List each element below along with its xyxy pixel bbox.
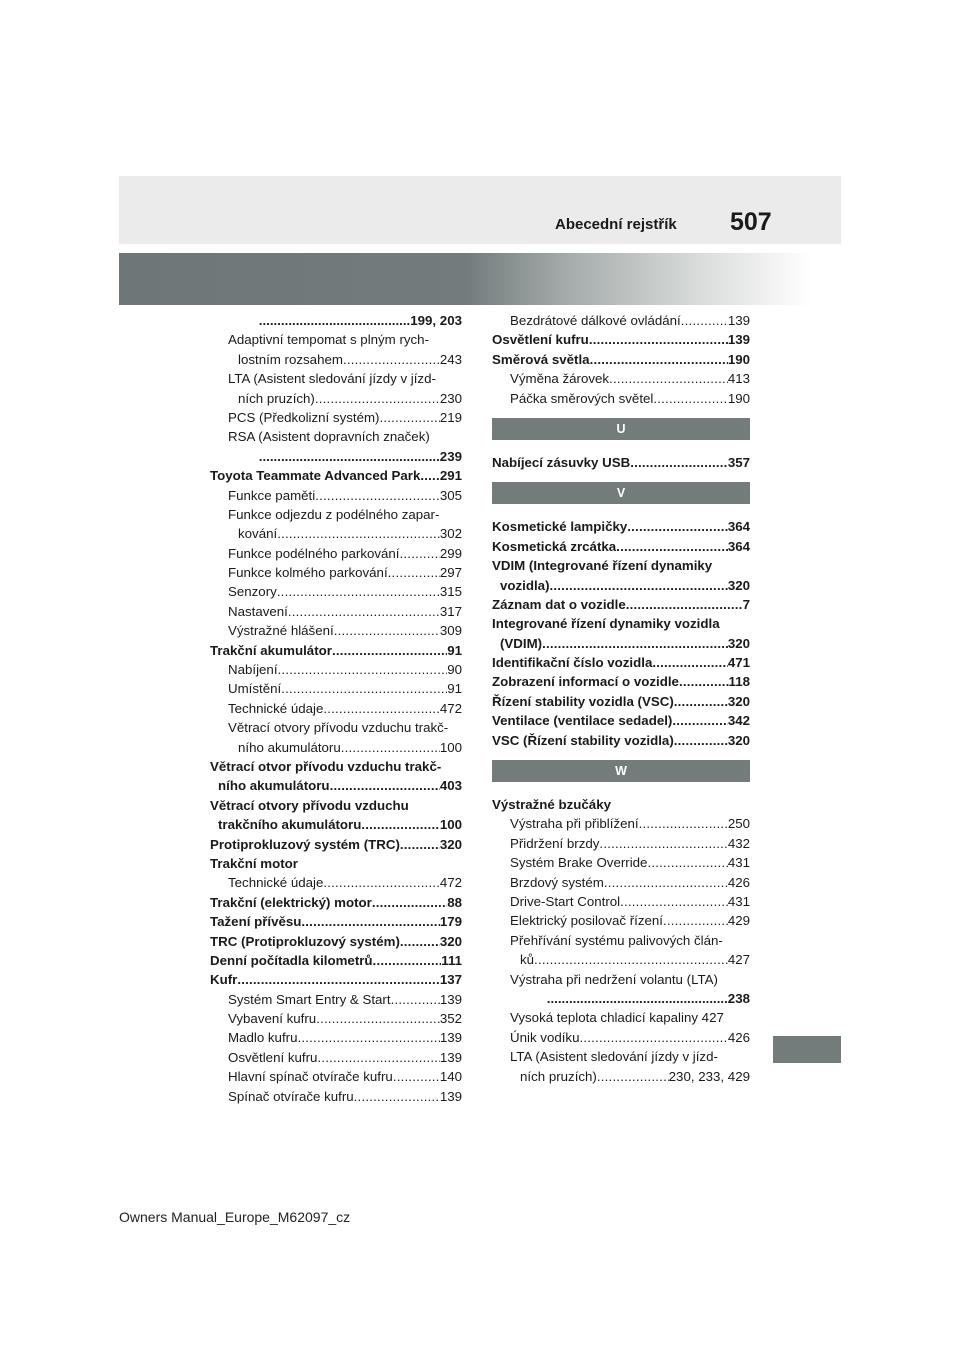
index-entry bbox=[210, 738, 462, 757]
dot-leader bbox=[388, 563, 440, 582]
index-entry bbox=[210, 350, 462, 369]
index-entry-page: 299 bbox=[439, 545, 462, 561]
index-entry-term: Adaptivní tempomat s plným rych- bbox=[228, 332, 430, 348]
dot-leader bbox=[301, 912, 439, 931]
index-entry bbox=[210, 951, 462, 970]
index-entry bbox=[492, 653, 750, 672]
index-entry-term: Bezdrátové dálkové ovládání bbox=[510, 313, 681, 328]
index-entry-term: Větrací otvory přívodu vzduchu bbox=[210, 797, 409, 813]
index-entry-page: 320 bbox=[727, 577, 750, 593]
dot-leader bbox=[391, 990, 440, 1009]
dot-leader bbox=[315, 486, 440, 505]
index-entry bbox=[210, 544, 462, 563]
index-entry-term: Trakční akumulátor bbox=[210, 642, 332, 658]
index-entry bbox=[492, 989, 750, 1008]
dot-leader bbox=[341, 738, 440, 757]
index-entry bbox=[492, 614, 750, 633]
index-entry-term: Výstražné hlášení bbox=[228, 623, 334, 639]
index-entry-term: Integrované řízení dynamiky vozidla bbox=[492, 616, 720, 632]
dot-leader bbox=[653, 389, 727, 408]
index-entry bbox=[210, 311, 462, 330]
index-entry-page: 320 bbox=[727, 635, 750, 651]
dot-leader bbox=[354, 1087, 440, 1106]
index-entry bbox=[210, 389, 462, 408]
index-entry-page: 139 bbox=[727, 313, 750, 328]
index-entry bbox=[210, 835, 462, 854]
index-entry-page: 471 bbox=[727, 655, 750, 671]
dot-leader bbox=[323, 873, 439, 892]
index-entry bbox=[210, 1048, 462, 1067]
index-entry bbox=[492, 389, 750, 408]
index-entry-term: ků bbox=[520, 952, 535, 968]
index-entry-page: 427 bbox=[727, 952, 750, 968]
dot-leader bbox=[361, 815, 439, 834]
index-entry-term: Únik vodíku bbox=[510, 1029, 580, 1045]
index-entry-term: Přehřívání systému palivových člán- bbox=[510, 932, 723, 948]
index-entry-term: Přidržení brzdy bbox=[510, 835, 600, 851]
index-entry bbox=[492, 873, 750, 892]
index-entry-term: Funkce odjezdu z podélného zapar- bbox=[228, 506, 440, 522]
index-entry bbox=[210, 718, 462, 737]
index-entry-page: 426 bbox=[727, 874, 750, 890]
index-entry-term: Technické údaje bbox=[228, 875, 324, 891]
index-entry bbox=[210, 582, 462, 601]
index-entry bbox=[210, 893, 462, 912]
dot-leader bbox=[597, 1067, 669, 1086]
dot-leader bbox=[277, 524, 440, 543]
dot-leader bbox=[616, 537, 728, 556]
index-entry bbox=[210, 699, 462, 718]
dot-leader bbox=[599, 834, 727, 853]
dot-leader bbox=[639, 814, 728, 833]
index-entry-term: lostním rozsahem bbox=[238, 351, 343, 367]
dot-leader bbox=[674, 692, 728, 711]
index-entry bbox=[210, 524, 462, 543]
dot-leader bbox=[330, 776, 440, 795]
index-entry-term: Denní počítadla kilometrů bbox=[210, 952, 373, 968]
index-entry-page: 431 bbox=[727, 893, 750, 909]
index-entry bbox=[492, 970, 750, 989]
index-entry-page: 320 bbox=[439, 836, 462, 852]
index-entry-term: Nastavení bbox=[228, 603, 288, 619]
index-entry-page: 403 bbox=[439, 778, 462, 794]
dot-leader bbox=[630, 453, 728, 472]
index-entry bbox=[492, 892, 750, 911]
index-entry bbox=[210, 369, 462, 388]
dot-leader bbox=[420, 466, 439, 485]
index-entry bbox=[492, 731, 750, 750]
index-entry-page: 230, 233, 429 bbox=[668, 1068, 750, 1084]
index-entry-page: 111 bbox=[441, 952, 462, 968]
index-entry-page: 190 bbox=[727, 390, 750, 406]
index-entry-page: 91 bbox=[447, 642, 462, 658]
index-entry-page: 250 bbox=[727, 816, 750, 832]
index-entry-term: Ventilace (ventilace sedadel) bbox=[492, 713, 673, 729]
index-entry bbox=[210, 505, 462, 524]
index-entry-term: Větrací otvory přívodu vzduchu trakč- bbox=[228, 720, 449, 736]
index-entry bbox=[492, 576, 750, 595]
index-entry-term: Směrová světla bbox=[492, 351, 590, 367]
index-entry-term: Hlavní spínač otvírače kufru bbox=[228, 1069, 393, 1085]
dot-leader bbox=[317, 1048, 439, 1067]
index-entry bbox=[210, 912, 462, 931]
index-entry-term: Trakční motor bbox=[210, 855, 298, 871]
index-entry-term: Systém Smart Entry & Start bbox=[228, 991, 391, 1007]
index-entry bbox=[492, 556, 750, 575]
index-entry-page: 413 bbox=[727, 371, 750, 387]
dot-leader bbox=[589, 330, 728, 349]
index-entry-page: 357 bbox=[727, 454, 750, 470]
index-entry-term: Řízení stability vozidla (VSC) bbox=[492, 693, 674, 709]
index-entry-term: Senzory bbox=[228, 584, 277, 600]
dot-leader bbox=[663, 911, 728, 930]
index-entry-page: 88 bbox=[447, 894, 462, 910]
dot-leader bbox=[316, 1009, 440, 1028]
dot-leader bbox=[343, 350, 440, 369]
index-entry-page: 190 bbox=[727, 351, 750, 367]
index-entry-term: Identifikační číslo vozidla bbox=[492, 655, 653, 671]
index-entry-term: Umístění bbox=[228, 681, 282, 697]
index-entry-page: 139 bbox=[439, 1088, 462, 1104]
index-entry-term: LTA (Asistent sledování jízdy v jízd- bbox=[228, 371, 436, 387]
index-entry-term: Madlo kufru bbox=[228, 1030, 298, 1046]
index-entry bbox=[492, 692, 750, 711]
index-entry-term: ních pruzích) bbox=[238, 390, 315, 406]
index-entry-page: 320 bbox=[439, 933, 462, 949]
index-entry-term: Tažení přívěsu bbox=[210, 914, 302, 930]
index-entry-page: 315 bbox=[439, 584, 462, 600]
index-entry-term: Zobrazení informací o vozidle bbox=[492, 674, 679, 690]
index-entry-page: .........................................199, 203 bbox=[258, 313, 462, 328]
index-entry-page: 139 bbox=[439, 1049, 462, 1065]
dot-leader bbox=[627, 517, 728, 536]
index-entry-term: Osvětlení kufru bbox=[492, 332, 589, 348]
index-entry-page: 320 bbox=[727, 693, 750, 709]
dot-leader bbox=[379, 408, 439, 427]
index-entry-page: 309 bbox=[439, 623, 462, 639]
index-entry bbox=[492, 911, 750, 930]
index-entry bbox=[492, 595, 750, 614]
index-entry-term: Brzdový systém bbox=[510, 874, 604, 890]
dot-leader bbox=[237, 970, 439, 989]
index-entry bbox=[210, 563, 462, 582]
index-entry bbox=[210, 970, 462, 989]
index-entry-term: ních pruzích) bbox=[520, 1068, 597, 1084]
index-entry-page: 431 bbox=[727, 855, 750, 871]
index-entry-page: 139 bbox=[439, 991, 462, 1007]
index-entry bbox=[210, 1067, 462, 1086]
chapter-tab bbox=[773, 1036, 841, 1063]
index-entry-page: 91 bbox=[447, 681, 462, 697]
index-entry bbox=[492, 1067, 750, 1086]
index-entry bbox=[210, 815, 462, 834]
index-letter-header: V bbox=[492, 482, 750, 504]
index-entry-page: .................................................238 bbox=[546, 990, 750, 1006]
dot-leader bbox=[681, 311, 728, 330]
index-entry bbox=[210, 602, 462, 621]
index-entry-term: Funkce kolmého parkování bbox=[228, 565, 388, 581]
index-entry bbox=[492, 853, 750, 872]
index-entry bbox=[210, 466, 462, 485]
index-entry bbox=[210, 990, 462, 1009]
index-entry-page: 179 bbox=[439, 914, 462, 930]
index-entry bbox=[210, 1087, 462, 1106]
index-entry bbox=[492, 931, 750, 950]
index-entry-term: ního akumulátoru bbox=[218, 778, 330, 794]
index-entry-term: Protiprokluzový systém (TRC) bbox=[210, 836, 400, 852]
dot-leader bbox=[278, 660, 448, 679]
index-entry bbox=[210, 1009, 462, 1028]
index-entry bbox=[210, 776, 462, 795]
index-entry bbox=[492, 634, 750, 653]
index-entry-page: 139 bbox=[439, 1030, 462, 1046]
index-entry-term: Vysoká teplota chladicí kapaliny 427 bbox=[510, 1010, 724, 1026]
dot-leader bbox=[534, 950, 728, 969]
index-entry bbox=[492, 1047, 750, 1066]
dot-leader bbox=[626, 595, 743, 614]
page-number: 507 bbox=[730, 208, 772, 236]
dot-leader bbox=[674, 731, 728, 750]
index-entry bbox=[492, 537, 750, 556]
index-entry bbox=[492, 311, 750, 330]
dot-leader bbox=[372, 893, 447, 912]
index-entry-term: Kosmetická zrcátka bbox=[492, 538, 617, 554]
index-entry-page: .................................................239 bbox=[258, 448, 462, 464]
index-entry-term: Nabíjení bbox=[228, 662, 278, 678]
index-entry bbox=[210, 660, 462, 679]
index-entry bbox=[210, 796, 462, 815]
dot-leader bbox=[679, 672, 729, 691]
dot-leader bbox=[323, 699, 439, 718]
index-entry-page: 140 bbox=[439, 1069, 462, 1085]
index-entry-page: 243 bbox=[439, 351, 462, 367]
index-entry bbox=[492, 814, 750, 833]
index-entry-page: 137 bbox=[439, 972, 462, 988]
index-entry bbox=[492, 1028, 750, 1047]
dot-leader bbox=[297, 1028, 439, 1047]
index-entry bbox=[210, 447, 462, 466]
index-entry-term: PCS (Předkolizní systém) bbox=[228, 409, 380, 425]
index-entry-term: Elektrický posilovač řízení bbox=[510, 913, 663, 929]
dot-leader bbox=[288, 602, 440, 621]
index-entry-page: 429 bbox=[727, 913, 750, 929]
dot-leader bbox=[672, 711, 727, 730]
index-entry-page: 426 bbox=[727, 1029, 750, 1045]
index-entry-term: ního akumulátoru bbox=[238, 739, 341, 755]
index-entry-page: 100 bbox=[439, 817, 462, 833]
index-entry bbox=[492, 369, 750, 388]
dot-leader bbox=[400, 544, 440, 563]
index-entry-term: VDIM (Integrované řízení dynamiky bbox=[492, 558, 713, 574]
index-entry-term: Kosmetické lampičky bbox=[492, 519, 628, 535]
index-entry bbox=[492, 795, 750, 814]
index-entry-term: Výstraha při přiblížení bbox=[510, 816, 639, 832]
index-entry-page: 219 bbox=[439, 409, 462, 425]
index-entry-page: 320 bbox=[727, 732, 750, 748]
index-entry-term: Osvětlení kufru bbox=[228, 1049, 318, 1065]
index-entry-term: Funkce paměti bbox=[228, 487, 316, 503]
index-entry-term: Toyota Teammate Advanced Park bbox=[210, 468, 421, 484]
index-entry-term: (VDIM) bbox=[500, 635, 543, 651]
index-entry-term: VSC (Řízení stability vozidla) bbox=[492, 732, 674, 748]
dot-leader bbox=[579, 1028, 727, 1047]
dot-leader bbox=[334, 621, 440, 640]
index-entry bbox=[492, 453, 750, 472]
index-entry-term: Vybavení kufru bbox=[228, 1011, 317, 1027]
index-entry bbox=[210, 757, 462, 776]
index-entry-page: 118 bbox=[728, 674, 750, 690]
index-entry-page: 90 bbox=[447, 662, 462, 678]
index-entry-term: Záznam dat o vozidle bbox=[492, 596, 626, 612]
dot-leader bbox=[604, 873, 728, 892]
index-entry-term: Funkce podélného parkování bbox=[228, 545, 400, 561]
index-letter-header: W bbox=[492, 760, 750, 782]
index-entry bbox=[492, 330, 750, 349]
index-entry bbox=[210, 854, 462, 873]
index-column-right bbox=[492, 311, 750, 1086]
index-entry bbox=[492, 950, 750, 969]
index-letter-header: U bbox=[492, 418, 750, 440]
dot-leader bbox=[400, 835, 440, 854]
index-entry bbox=[210, 427, 462, 446]
dot-leader bbox=[620, 892, 728, 911]
index-entry-page: 230 bbox=[439, 390, 462, 406]
index-entry-page: 302 bbox=[439, 526, 462, 542]
dot-leader bbox=[315, 389, 440, 408]
index-entry-page: 472 bbox=[439, 700, 462, 716]
footer-text: Owners Manual_Europe_M62097_cz bbox=[119, 1209, 351, 1225]
index-entry-page: 364 bbox=[727, 538, 750, 554]
index-entry bbox=[210, 873, 462, 892]
index-entry bbox=[492, 1008, 750, 1027]
index-entry-term: kování bbox=[238, 526, 278, 542]
index-entry bbox=[492, 672, 750, 691]
index-entry-term: trakčního akumulátoru bbox=[218, 817, 362, 833]
index-entry bbox=[492, 517, 750, 536]
index-entry-term: Nabíjecí zásuvky USB bbox=[492, 454, 631, 470]
index-entry-term: Páčka směrových světel bbox=[510, 390, 654, 406]
dot-leader bbox=[277, 582, 440, 601]
index-entry bbox=[492, 711, 750, 730]
index-entry bbox=[210, 330, 462, 349]
index-entry-page: 291 bbox=[439, 468, 462, 484]
dot-leader bbox=[652, 653, 727, 672]
index-entry-term: Spínač otvírače kufru bbox=[228, 1088, 354, 1104]
dot-leader bbox=[542, 634, 728, 653]
dot-leader bbox=[281, 679, 447, 698]
index-entry-page: 297 bbox=[439, 565, 462, 581]
index-entry-page: 7 bbox=[742, 596, 750, 612]
index-entry-page: 364 bbox=[727, 519, 750, 535]
dot-leader bbox=[332, 641, 447, 660]
dot-leader bbox=[590, 350, 728, 369]
index-entry-page: 432 bbox=[727, 835, 750, 851]
index-entry-page: 139 bbox=[727, 332, 750, 348]
index-entry-term: Systém Brake Override bbox=[510, 855, 648, 871]
index-entry-page: 472 bbox=[439, 875, 462, 891]
section-title: Abecední rejstřík bbox=[555, 216, 677, 233]
dot-leader bbox=[393, 1067, 440, 1086]
index-entry bbox=[210, 486, 462, 505]
dot-leader bbox=[400, 932, 440, 951]
index-entry-term: Výměna žárovek bbox=[510, 371, 610, 387]
dot-leader bbox=[609, 369, 728, 388]
index-entry bbox=[210, 679, 462, 698]
index-entry-page: 100 bbox=[439, 739, 462, 755]
index-entry-term: Kufr bbox=[210, 972, 238, 988]
index-entry bbox=[210, 641, 462, 660]
index-entry-term: Větrací otvor přívodu vzduchu trakč- bbox=[210, 758, 442, 774]
index-entry-page: 317 bbox=[439, 603, 462, 619]
index-entry bbox=[210, 1028, 462, 1047]
index-entry bbox=[210, 621, 462, 640]
header-gradient-bar bbox=[119, 253, 841, 305]
index-entry-term: vozidla) bbox=[500, 577, 550, 593]
index-entry bbox=[210, 932, 462, 951]
dot-leader bbox=[550, 576, 728, 595]
index-entry-term: Výstražné bzučáky bbox=[492, 797, 611, 813]
index-entry-term: LTA (Asistent sledování jízdy v jízd- bbox=[510, 1049, 718, 1065]
index-entry-term: Výstraha při nedržení volantu (LTA) bbox=[510, 971, 718, 987]
index-entry-page: 305 bbox=[439, 487, 462, 503]
index-entry-page: 342 bbox=[727, 713, 750, 729]
index-entry-term: Drive-Start Control bbox=[510, 893, 621, 909]
index-entry-term: Technické údaje bbox=[228, 700, 324, 716]
index-entry-term: RSA (Asistent dopravních značek) bbox=[228, 429, 430, 445]
index-column-left bbox=[210, 311, 462, 1106]
dot-leader bbox=[647, 853, 727, 872]
index-entry bbox=[492, 834, 750, 853]
index-entry-term: TRC (Protiprokluzový systém) bbox=[210, 933, 400, 949]
index-entry-term: Trakční (elektrický) motor bbox=[210, 894, 372, 910]
index-entry bbox=[492, 350, 750, 369]
dot-leader bbox=[373, 951, 442, 970]
index-entry-page: 352 bbox=[439, 1011, 462, 1027]
index-entry bbox=[210, 408, 462, 427]
